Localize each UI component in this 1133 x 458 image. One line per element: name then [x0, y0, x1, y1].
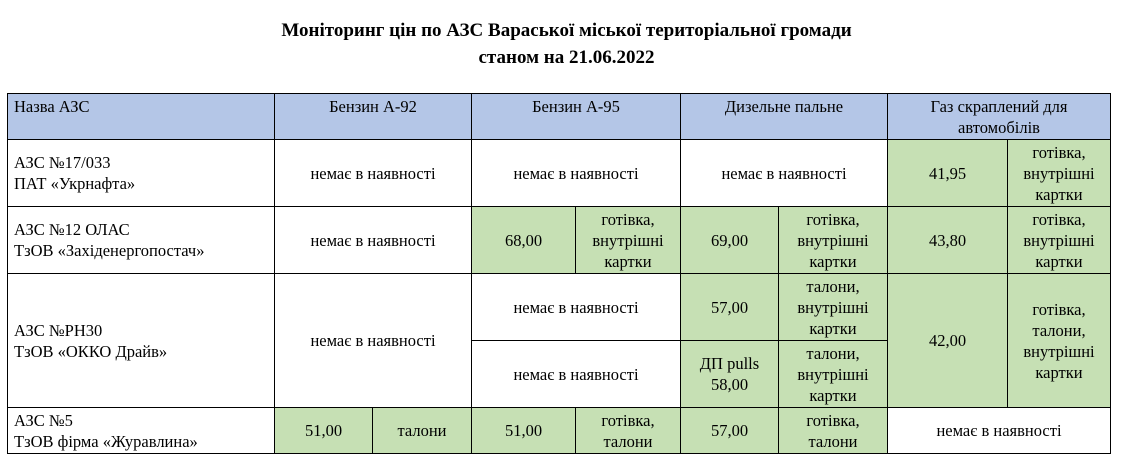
a92-status: немає в наявності: [275, 140, 472, 207]
station-number: АЗС №РН30: [14, 320, 103, 340]
station-number: АЗС №12 ОЛАС: [14, 220, 130, 239]
header-a95: Бензин А-95: [472, 94, 681, 140]
a95-status: немає в наявності: [472, 274, 681, 341]
diesel-price: 69,00: [681, 207, 779, 274]
a92-payment: талони: [373, 408, 472, 454]
table-row: [8, 207, 1111, 274]
diesel-payment: талони, внутрішні картки: [779, 274, 888, 341]
gas-price: 43,80: [888, 207, 1008, 274]
diesel-status: немає в наявності: [681, 140, 888, 207]
station-name: [8, 408, 275, 454]
page-subtitle-date: станом на 21.06.2022: [478, 47, 655, 68]
station-company: ПАТ «Укрнафта»: [14, 174, 136, 193]
header-name: Назва АЗС: [8, 94, 275, 140]
a92-price: 51,00: [275, 408, 373, 454]
gas-payment: готівка, талони, внутрішні картки: [1008, 274, 1111, 408]
a95-price: 51,00: [472, 408, 576, 454]
diesel-payment: талони, внутрішні картки: [779, 341, 888, 408]
gas-price: 41,95: [888, 140, 1008, 207]
a95-status: немає в наявності: [472, 341, 681, 408]
station-name: [8, 207, 275, 274]
table-row: [8, 140, 1111, 207]
table-row: [8, 274, 1111, 341]
diesel-brand: ДП pulls: [699, 354, 760, 373]
station-name: [8, 140, 275, 207]
station-number: АЗС №17/033: [14, 153, 111, 172]
diesel-price-value: 58,00: [710, 375, 749, 394]
a92-status: немає в наявності: [275, 274, 472, 408]
diesel-price: [681, 341, 779, 408]
gas-status: немає в наявності: [888, 408, 1111, 454]
diesel-price: 57,00: [681, 274, 779, 341]
station-number: АЗС №5: [14, 410, 73, 430]
station-company: ТзОВ фірма «Журавлина»: [14, 431, 198, 451]
header-gas: Газ скраплений для автомобілів: [888, 94, 1111, 140]
page-title: Моніторинг цін по АЗС Вараської міської територіальної громади: [281, 20, 852, 41]
header-diesel: Дизельне пальне: [681, 94, 888, 140]
a95-payment: готівка, талони: [576, 408, 681, 454]
gas-price: 42,00: [888, 274, 1008, 408]
a95-status: немає в наявності: [472, 140, 681, 207]
header-a92: Бензин А-92: [275, 94, 472, 140]
a92-status: немає в наявності: [275, 207, 472, 274]
diesel-payment: готівка, талони: [779, 408, 888, 454]
fuel-price-table: [7, 93, 1111, 454]
diesel-price: 57,00: [681, 408, 779, 454]
a95-price: 68,00: [472, 207, 576, 274]
station-name: [8, 274, 275, 408]
diesel-payment: готівка, внутрішні картки: [779, 207, 888, 274]
a95-payment: готівка, внутрішні картки: [576, 207, 681, 274]
header-row: [8, 94, 1111, 140]
station-company: ТзОВ «Західенергопостач»: [14, 241, 205, 260]
station-company: ТзОВ «ОККО Драйв»: [14, 341, 168, 361]
table-row: [8, 408, 1111, 454]
gas-payment: готівка, внутрішні картки: [1008, 140, 1111, 207]
gas-payment: готівка, внутрішні картки: [1008, 207, 1111, 274]
